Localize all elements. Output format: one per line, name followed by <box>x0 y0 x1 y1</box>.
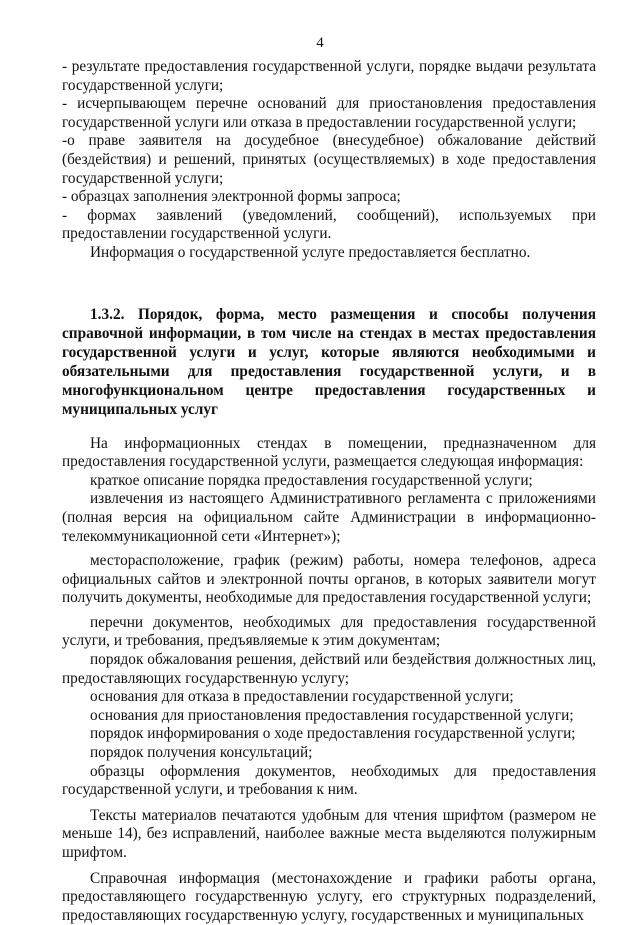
stand-item: краткое описание порядка предоставления государственной услуги; <box>90 471 533 489</box>
stand-item: порядок информирования о ходе предоставления государственной услуги; <box>90 725 576 743</box>
stand-item: месторасположение, график (режим) работы, номера телефонов, адреса официальных сайтов и электронной почты органов, в которых заявители могут получить документы, необходимые для предоставления государственной услуги; <box>62 552 596 607</box>
intro-item-appeal: -о праве заявителя на досудебное (внесудебное) обжалование действий (бездействия) и решений, принятых (осуществляемых) в ходе предоставления государственной услуги; <box>62 132 596 187</box>
stand-item: извлечения из настоящего Административного регламента с приложениями (полная версия на официальном сайте Администрации в информационно-телекоммуникационной сети «Интернет»); <box>62 490 596 545</box>
free-of-charge-note: Информация о государственной услуге предоставляется бесплатно. <box>90 243 531 261</box>
spacer <box>62 800 596 807</box>
intro-item-application-forms: - формах заявлений (уведомлений, сообщений), используемых при предоставлении государственной услуги. <box>62 206 596 243</box>
stand-item: основания для отказа в предоставлении государственной услуги; <box>90 688 514 706</box>
reference-info-paragraph: Справочная информация (местонахождение и графики работы органа, предоставляющего государственную услугу, его структурных подразделений, предоставляющих государственную услугу, государственных и муниципальных <box>62 869 596 924</box>
intro-item-forms-samples: - образцах заполнения электронной формы запроса; <box>62 188 401 206</box>
stand-intro: На информационных стендах в помещении, предназначенном для предоставления государственной услуги, размещается следующая информация: <box>62 434 596 471</box>
stand-item: порядок получения консультаций; <box>90 744 313 762</box>
page-number: 4 <box>316 35 324 51</box>
intro-item-grounds: - исчерпывающем перечне оснований для приостановления предоставления государственной услуги или отказа в предоставлении государственной услуги; <box>62 95 596 131</box>
section-heading: 1.3.2. Порядок, форма, место размещения и способы получения справочной информации, в том числе на стендах в местах предоставления государственной услуги и услуг, которые являются необходимыми и обязательными для предоставления государственной услуги, и в многофункциональном центре предоставления государственных и муниципальных услуг <box>62 305 596 418</box>
stand-item: образцы оформления документов, необходимых для предоставления государственной услуги, и требования к ним. <box>62 762 596 799</box>
stand-item: основания для приостановления предоставления государственной услуги; <box>90 706 574 724</box>
stand-item: перечни документов, необходимых для предоставления государственной услуги, и требования, предъявляемые к этим документам; <box>62 613 596 650</box>
spacer <box>62 863 596 870</box>
font-requirements-paragraph: Тексты материалов печатаются удобным для чтения шрифтом (размером не меньше 14), без исправлений, наиболее важные места выделяются полужирным шрифтом. <box>62 806 596 861</box>
document-body <box>62 58 596 925</box>
intro-item-result: - результате предоставления государственной услуги, порядке выдачи результата государственной услуги; <box>62 58 596 94</box>
stand-item: порядок обжалования решения, действий или бездействия должностных лиц, предоставляющих государственную услугу; <box>62 651 596 687</box>
